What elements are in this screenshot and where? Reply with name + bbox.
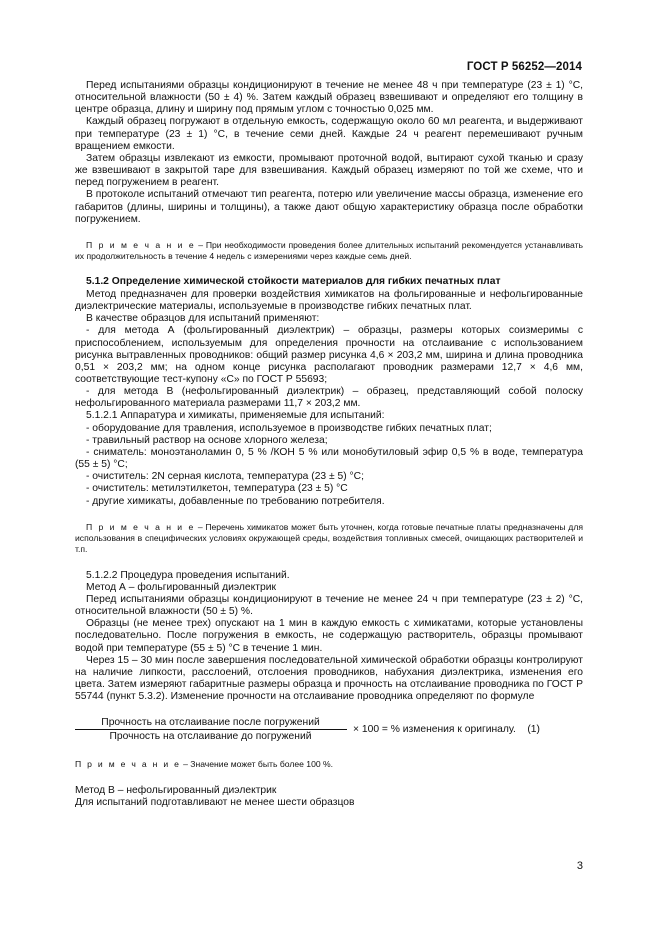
note-text: – Значение может быть более 100 %.	[183, 759, 334, 770]
paragraph: Каждый образец погружают в отдельную емкость, содержащую около 60 мл реагента, и выдерживают при температуре (23 ± 1) °С, в течение семи дней. Каждые 24 ч реагент перемешивают ручным вращением емкости.	[75, 116, 583, 152]
list-item: - очиститель: 2N серная кислота, температура (23 ± 5) °С;	[86, 471, 364, 483]
note	[75, 240, 583, 263]
subsection-title: 5.1.2.1 Аппаратура и химикаты, применяемые для испытаний:	[86, 410, 385, 422]
formula-number: (1)	[527, 724, 540, 736]
section-heading: 5.1.2 Определение химической стойкости материалов для гибких печатных плат	[86, 276, 501, 288]
list-item: - для метода В (нефольгированный диэлектрик) – образец, представляющий собой полоску нефольгированного материала размерами 11,7 × 203,2 мм.	[75, 386, 583, 410]
note	[75, 759, 583, 770]
paragraph: Образцы (не менее трех) опускают на 1 мин в каждую емкость с химикатами, которые установлены последовательно. После погружения в емкость, не содержащую растворитель, образцы промывают водой при температуре (55 ± 5) °С в течение 1 мин.	[75, 618, 583, 654]
paragraph: В качестве образцов для испытаний применяют:	[86, 313, 320, 325]
note-label: П р и м е ч а н и е	[86, 521, 196, 532]
paragraph: В протоколе испытаний отмечают тип реагента, потерю или увеличение массы образца, изменение его габаритов (длины, ширины и толщины), а также дают общую характеристику образца после обработки погружением.	[75, 189, 583, 225]
list-item: - травильный раствор на основе хлорного железа;	[86, 434, 328, 446]
list-item: - для метода А (фольгированный диэлектрик) – образцы, размеры которых соизмеримы с приспособлением, используемым для определения прочности на отслаивание с использованием рисунка вытравленных проводников: общий размер рисунка 4,6 × 203,2 мм, ширина и длина проводника 0,51 × 203,2 мм; на одном конце рисунка располагают проводник размерами 12,7 × 4,6 мм, соответствующие тест-купону «С» по ГОСТ Р 55693;	[75, 325, 583, 385]
note-text: – При необходимости проведения более длительных испытаний рекомендуется устанавливать их продолжительность в течение 4 недель с измерениями через каждые семь дней.	[75, 239, 584, 262]
list-item: - очиститель: метилэтилкетон, температура (23 ± 5) °С	[86, 483, 348, 495]
formula-rest	[353, 724, 540, 736]
paragraph: Через 15 – 30 мин после завершения последовательной химической обработки образцы контролируют на наличие липкости, расслоений, отслоения проводников, набухания диэлектрика, изменения его цвета. Затем измеряют габаритные размеры образца и прочность на отслаивание проводника по ГОСТ Р 55744 (пункт 5.3.2). Изменение прочности на отслаивание проводника определяют по формуле	[75, 654, 583, 703]
note	[75, 522, 583, 556]
note-text: – Перечень химикатов может быть уточнен, когда готовые печатные платы предназначены для использования в специфических условиях окружающей среды, воздействия топливных смесей, очищающих растворителей и т.п.	[75, 521, 583, 555]
method-title: Метод А – фольгированный диэлектрик	[86, 581, 276, 593]
subsection-title: 5.1.2.2 Процедура проведения испытаний.	[86, 569, 290, 581]
list-item: - оборудование для травления, используемое в производстве гибких печатных плат;	[86, 422, 492, 434]
list-item: - сниматель: моноэтаноламин 0, 5 % /КОН 5 % или монобутиловый эфир 0,5 % в воде, температура (55 ± 5) °С;	[75, 446, 583, 471]
note-label: П р и м е ч а н и е	[75, 759, 181, 770]
paragraph: Метод предназначен для проверки воздействия химикатов на фольгированные и нефольгированные диэлектрические материалы, используемые в производстве гибких печатных плат.	[75, 288, 583, 313]
formula-expression: × 100 = % изменения к оригиналу.	[353, 724, 516, 736]
fraction-line	[75, 729, 347, 730]
standard-header: ГОСТ Р 56252—2014	[466, 61, 582, 73]
paragraph: Затем образцы извлекают из емкости, промывают проточной водой, вытирают сухой тканью и сразу же взвешивают в закрытой таре для взвешивания. Каждый образец измеряют по той же схеме, что и перед погружением в реагент.	[75, 152, 583, 189]
method-title: Метод В – нефольгированный диэлектрик	[75, 784, 277, 796]
formula-denominator: Прочность на отслаивание до погружений	[109, 731, 312, 743]
paragraph: Перед испытаниями образцы кондиционируют в течение не менее 24 ч при температуре (23 ± 2) °С, относительной влажности (50 ± 5) %.	[75, 593, 583, 618]
document-body	[75, 80, 583, 809]
paragraph: Перед испытаниями образцы кондиционируют в течение не менее 48 ч при температуре (23 ± 1) °С, относительной влажности (50 ± 4) %. Затем каждый образец взвешивают и определяют его толщину в центре образца, длину и ширину под прямым углом с точностью 0,025 мм.	[75, 80, 583, 116]
paragraph: Для испытаний подготавливают не менее шести образцов	[75, 796, 355, 808]
note-label: П р и м е ч а н и е	[86, 239, 196, 250]
page-number: 3	[576, 860, 583, 872]
list-item: - другие химикаты, добавленные по требованию потребителя.	[86, 495, 385, 507]
formula-numerator: Прочность на отслаивание после погружений	[101, 717, 320, 729]
formula	[75, 717, 583, 745]
